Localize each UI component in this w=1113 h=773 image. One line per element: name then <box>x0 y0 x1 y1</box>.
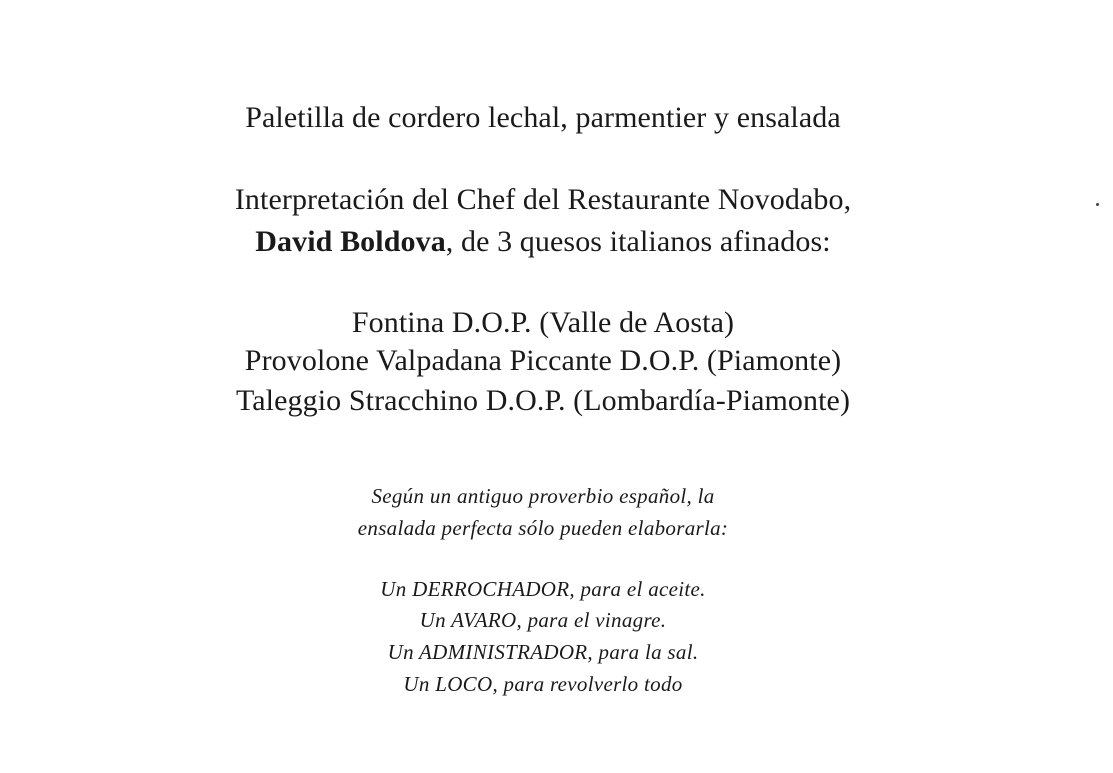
cheese-item: Taleggio Stracchino D.O.P. (Lombardía-Piamonte) <box>235 384 851 417</box>
chef-intro-line-2 <box>0 225 1086 259</box>
proverb-intro-line: ensalada perfecta sólo pueden elaborarla: <box>357 516 729 540</box>
proverb-line: Un ADMINISTRADOR, para la sal. <box>387 640 699 664</box>
proverb-line: Un LOCO, para revolverlo todo <box>403 672 683 696</box>
proverb-line: Un AVARO, para el vinagre. <box>419 608 667 632</box>
chef-name: David Boldova <box>255 225 446 258</box>
dish-title: Paletilla de cordero lechal, parmentier y ensalada <box>245 101 841 134</box>
chef-intro-line-2-rest: , de 3 quesos italianos afinados: <box>445 225 831 258</box>
cheese-item: Fontina D.O.P. (Valle de Aosta) <box>351 306 735 339</box>
scan-speck <box>1096 203 1099 206</box>
chef-intro-line-1: Interpretación del Chef del Restaurante Novodabo, <box>234 183 852 216</box>
proverb-line: Un DERROCHADOR, para el aceite. <box>380 577 706 601</box>
cheese-item: Provolone Valpadana Piccante D.O.P. (Piamonte) <box>244 344 842 377</box>
proverb-intro-line: Según un antiguo proverbio español, la <box>371 484 715 508</box>
